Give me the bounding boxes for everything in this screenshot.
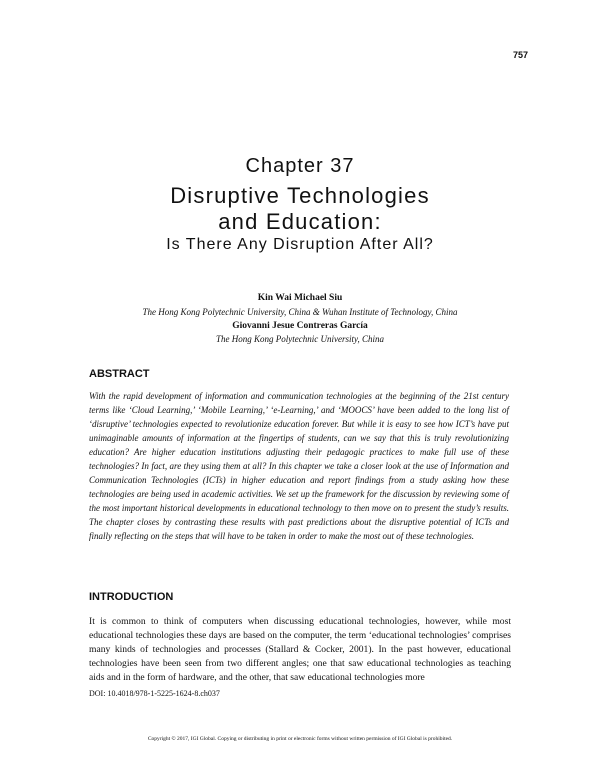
introduction-heading: INTRODUCTION bbox=[89, 591, 174, 603]
abstract-text: With the rapid development of information and communication technologies at the beginning of the 21st century terms like ‘Cloud Learning,’ ‘Mobile Learning,’ ‘e-Learning,’ and ‘MOOCS’ have been added to the long list of ‘disruptive’ technologies expected to revolutionize education forever. But while it is easy to see how ICT’s have put unimaginable amounts of information at the fingertips of students, can we say that this is truly revolutionizing education? Are higher education institutions adjusting their pedagogic practices to make full use of these technologies? In fact, are they using them at all? In this chapter we take a closer look at the use of Information and Communication Technologies (ICTs) in higher education and report findings from a study asking how these technologies are being used in academic activities. We set up the framework for the discussion by reviewing some of the most important historical developments in educational technology to then move on to present the study’s results. The chapter closes by contrasting these results with past predictions about the disruptive potential of ICTs and finally reflecting on the steps that will have to be taken in order to make the most out of these technologies. bbox=[89, 391, 509, 541]
chapter-title-line-2: and Education: bbox=[218, 209, 382, 234]
chapter-subtitle: Is There Any Disruption After All? bbox=[166, 236, 434, 253]
introduction-text: It is common to think of computers when discussing educational technologies, however, while most educational technologies these days are based on the computer, the term ‘educational technologies’ comprises many kinds of technologies and processes (Stallard & Cocker, 2001). In the past however, educational technologies have been seen from two different angles; one that saw educational technologies as teaching aids and in the form of hardware, and the other, that saw educational technologies more bbox=[89, 616, 511, 683]
doi: DOI: 10.4018/978-1-5225-1624-8.ch037 bbox=[89, 689, 220, 698]
author-affiliation: The Hong Kong Polytechnic University, China bbox=[216, 334, 384, 344]
author-name: Giovanni Jesue Contreras García bbox=[232, 321, 368, 331]
author-affiliation: The Hong Kong Polytechnic University, China & Wuhan Institute of Technology, China bbox=[142, 307, 458, 317]
page-number: 757 bbox=[512, 50, 528, 60]
abstract-heading: ABSTRACT bbox=[89, 368, 150, 380]
chapter-label: Chapter 37 bbox=[245, 155, 355, 177]
author-name: Kin Wai Michael Siu bbox=[257, 293, 343, 303]
chapter-title-line-1: Disruptive Technologies bbox=[170, 183, 430, 208]
copyright-notice: Copyright © 2017, IGI Global. Copying or distributing in print or electronic forms without written permission of IGI Global is prohibited. bbox=[147, 736, 453, 742]
